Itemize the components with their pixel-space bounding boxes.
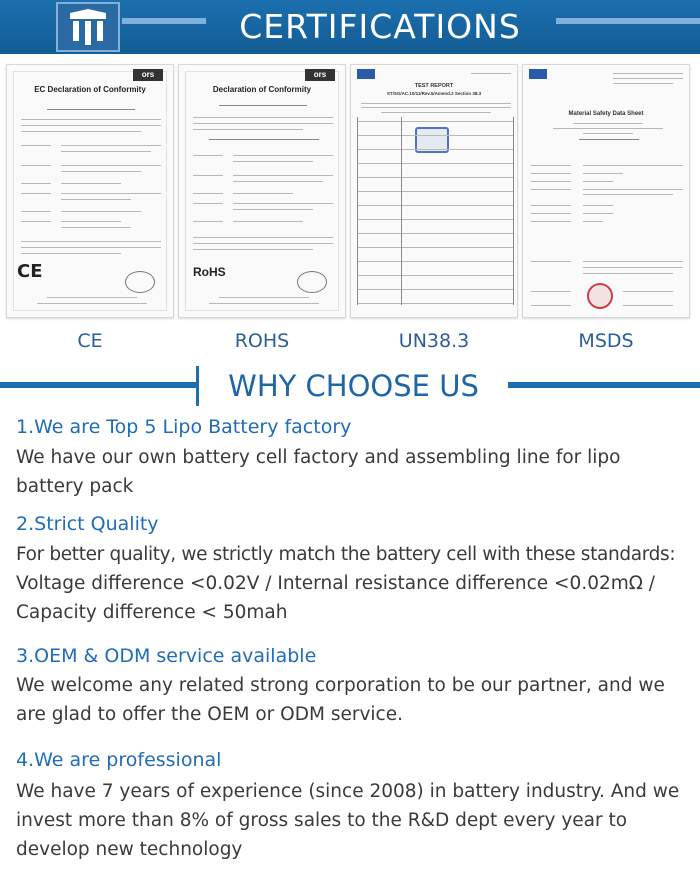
- msds-title: Material Safety Data Sheet: [568, 111, 644, 117]
- report-subtitle: ST/SG/AC.10/11/Rev.5/Amend.2 Section 38.3: [386, 91, 482, 96]
- lab-logo-icon: [357, 69, 375, 79]
- reason-text-1: [16, 443, 700, 501]
- lab-logo-icon: [529, 69, 547, 79]
- seal-icon: [297, 271, 327, 293]
- certifications-banner: [0, 0, 700, 54]
- report-title: TEST REPORT: [414, 83, 454, 89]
- cert-caption-msds: MSDS: [578, 330, 634, 352]
- reason-heading-4: 4.We are professional: [16, 749, 222, 771]
- text-line: We welcome any related strong corporation to be our partner, and we: [16, 675, 665, 696]
- cert-caption-rohs: ROHS: [234, 330, 290, 352]
- certificate-heading: Declaration of Conformity: [212, 85, 312, 94]
- text-line: develop new technology: [16, 839, 243, 860]
- ce-certificate-image: [6, 64, 174, 318]
- un38-3-certificate-image: [350, 64, 518, 318]
- reason-heading-3: 3.OEM & ODM service available: [16, 645, 317, 667]
- reason-text-2: [16, 540, 700, 627]
- why-choose-us-title: WHY CHOOSE US: [196, 366, 508, 406]
- certificate-heading: EC Declaration of Conformity: [34, 85, 146, 94]
- text-line: We have 7 years of experience (since 2008) in battery industry. And we: [16, 781, 680, 802]
- banner-divider-left: [122, 18, 206, 24]
- company-seal-icon: [587, 283, 613, 309]
- rohs-mark: RoHS: [193, 265, 226, 279]
- text-line: invest more than 8% of gross sales to the R&D dept every year to: [16, 810, 628, 831]
- cert-caption-un38-3: UN38.3: [398, 330, 470, 352]
- text-line: Capacity difference < 50mah: [16, 602, 288, 623]
- text-line: Voltage difference <0.02V / Internal resistance difference <0.02mΩ /: [16, 573, 656, 594]
- seal-icon: [125, 271, 155, 293]
- ors-logo: ors: [133, 69, 163, 81]
- msds-certificate-image: [522, 64, 690, 318]
- text-line: are glad to offer the OEM or ODM service.: [16, 704, 403, 725]
- text-line: We have our own battery cell factory and assembling line for lipo: [16, 447, 621, 468]
- why-divider-right: [508, 382, 700, 388]
- cert-caption-ce: CE: [77, 330, 103, 352]
- banner-divider-right: [556, 18, 700, 24]
- reason-heading-1: 1.We are Top 5 Lipo Battery factory: [16, 416, 352, 438]
- text-line: For better quality, we strictly match the battery cell with these standards:: [16, 544, 676, 565]
- company-logo-icon: [56, 2, 120, 52]
- ce-mark-icon: CE: [17, 261, 43, 282]
- reason-heading-2: 2.Strict Quality: [16, 513, 159, 535]
- ors-logo: ors: [305, 69, 335, 81]
- rohs-certificate-image: [178, 64, 346, 318]
- reason-text-3: [16, 671, 700, 729]
- reason-text-4: [16, 777, 700, 864]
- text-line: battery pack: [16, 476, 134, 497]
- why-divider-left: [0, 382, 196, 388]
- page-title: CERTIFICATIONS: [239, 7, 521, 46]
